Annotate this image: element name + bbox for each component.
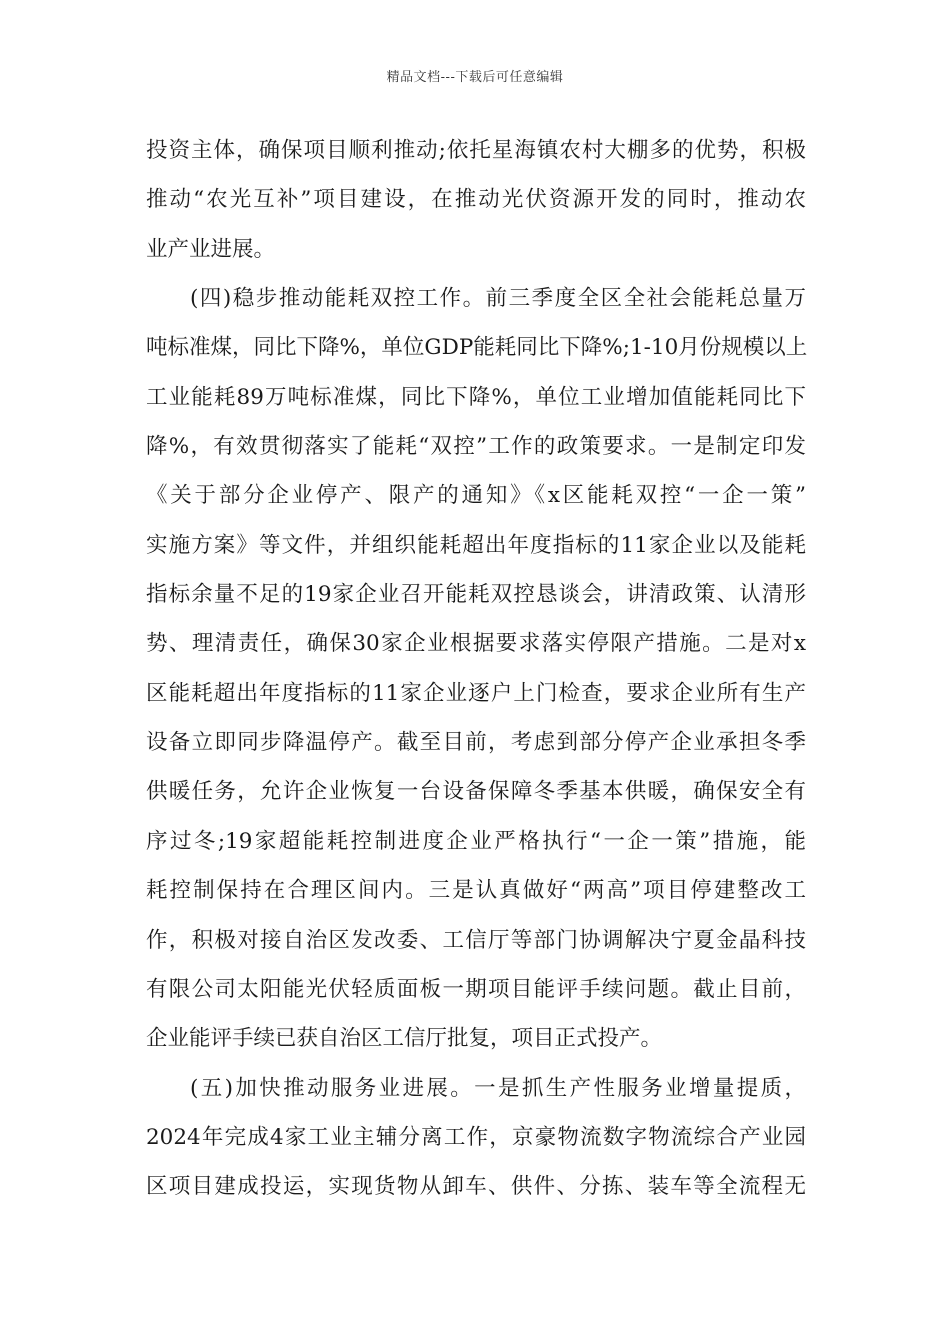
paragraph-line: 指标余量不足的19家企业召开能耗双控恳谈会，讲清政策、认清形 [146, 582, 806, 608]
paragraph-line: 业产业进展。 [146, 236, 276, 262]
paragraph-line: 作，积极对接自治区发改委、工信厅等部门协调解决宁夏金晶科技 [146, 927, 806, 953]
paragraph-line: 企业能评手续已获自治区工信厅批复，项目正式投产。 [146, 1026, 663, 1052]
paragraph-line: 降%，有效贯彻落实了能耗“双控”工作的政策要求。一是制定印发 [146, 434, 806, 460]
paragraph-line: 耗控制保持在合理区间内。三是认真做好“两高”项目停建整改工 [146, 878, 806, 904]
paragraph-line: 2024年完成4家工业主辅分离工作，京豪物流数字物流综合产业园 [146, 1124, 806, 1150]
paragraph-line: 区项目建成投运，实现货物从卸车、供件、分拣、装车等全流程无 [146, 1174, 806, 1200]
paragraph-line: 有限公司太阳能光伏轻质面板一期项目能评手续问题。截止目前， [146, 976, 806, 1002]
paragraph-line: 推动“农光互补”项目建设，在推动光伏资源开发的同时，推动农 [146, 187, 806, 213]
paragraph-line: 实施方案》等文件，并组织能耗超出年度指标的11家企业以及能耗 [146, 532, 806, 558]
paragraph-line: 吨标准煤，同比下降%，单位GDP能耗同比下降%;1-10月份规模以上 [146, 335, 808, 361]
paragraph-line: 《关于部分企业停产、限产的通知》《x区能耗双控“一企一策” [146, 483, 806, 509]
paragraph-line: 投资主体，确保项目顺利推动;依托星海镇农村大棚多的优势，积极 [146, 138, 806, 163]
paragraph-line: 区能耗超出年度指标的11家企业逐户上门检查，要求企业所有生产 [146, 680, 806, 706]
paragraph-line: 工业能耗89万吨标准煤，同比下降%，单位工业增加值能耗同比下 [146, 384, 806, 410]
paragraph-line: 设备立即同步降温停产。截至目前，考虑到部分停产企业承担冬季 [146, 730, 806, 756]
paragraph-line: 供暖任务，允许企业恢复一台设备保障冬季基本供暖，确保安全有 [146, 779, 806, 805]
paragraph-line: 势、理清责任，确保30家企业根据要求落实停限产措施。二是对x [146, 631, 806, 657]
paragraph-heading-line: (四)稳步推动能耗双控工作。前三季度全区全社会能耗总量万 [190, 286, 806, 312]
page-header: 精品文档---下载后可任意编辑 [386, 70, 564, 85]
document-body [146, 126, 806, 1212]
paragraph-line: 序过冬;19家超能耗控制进度企业严格执行“一企一策”措施，能 [146, 828, 806, 854]
paragraph-heading-line: (五)加快推动服务业进展。一是抓生产性服务业增量提质， [190, 1075, 806, 1101]
